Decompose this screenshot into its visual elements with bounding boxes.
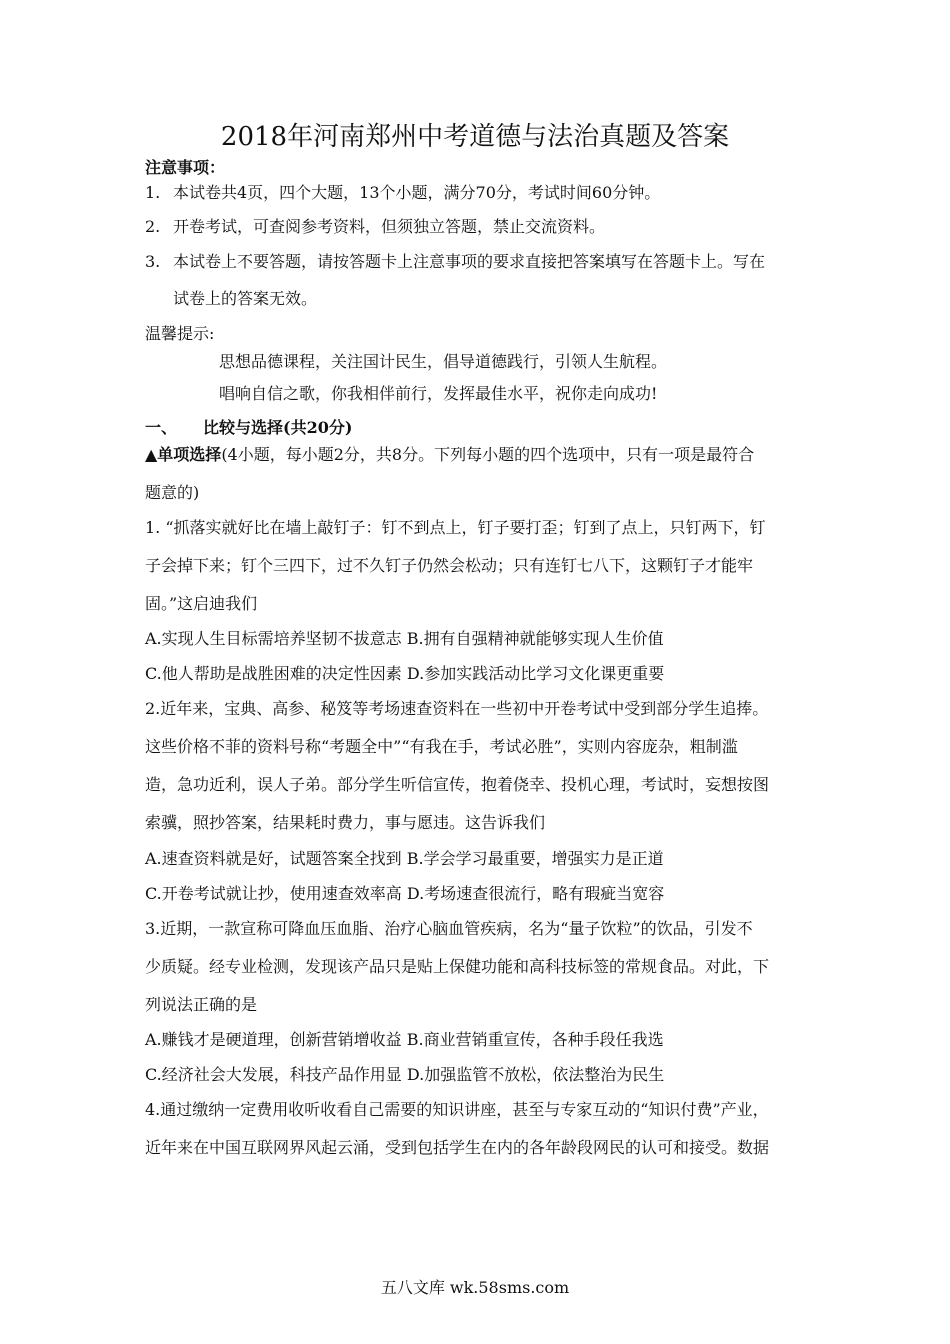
tip-heading: 温馨提示: [145, 324, 215, 343]
notice-item-text: 本试卷共4页，四个大题，13个小题，满分70分，考试时间60分钟。 [173, 183, 661, 202]
question-line: 4.通过缴纳一定费用收听收看自己需要的知识讲座，甚至与专家互动的“知识付费”产业， [145, 1100, 769, 1119]
question-line: 3.近期，一款宣称可降血压血脂、治疗心脑血管疾病，名为“量子饮粒”的饮品，引发不 [145, 919, 753, 938]
single-choice-description-continuation: 题意的) [145, 483, 200, 502]
section-heading [145, 416, 352, 440]
question-line: 1. “抓落实就好比在墙上敲钉子：钉不到点上，钉子要打歪；钉到了点上，只钉两下，钉 [145, 518, 766, 537]
answer-options: C.经济社会大发展，科技产品作用显 D.加强监管不放松，依法整治为民生 [145, 1065, 665, 1084]
notice-item-text: 开卷考试，可查阅参考资料，但须独立答题，禁止交流资料。 [173, 217, 606, 236]
notice-heading: 注意事项： [145, 158, 226, 177]
question-line: 少质疑。经专业检测，发现该产品只是贴上保健功能和高科技标签的常规食品。对此，下 [145, 957, 770, 976]
question-line: 近年来在中国互联网界风起云涌，受到包括学生在内的各年龄段网民的认可和接受。数据 [145, 1138, 770, 1157]
tip-line: 思想品德课程，关注国计民生，倡导道德践行，引领人生航程。 [219, 352, 668, 371]
question-line: 固。”这启迪我们 [145, 594, 258, 613]
answer-options: A.赚钱才是硬道理，创新营销增收益 B.商业营销重宣传，各种手段任我选 [145, 1030, 664, 1049]
page-title: 2018年河南郑州中考道德与法治真题及答案 [220, 122, 730, 152]
answer-options: C.他人帮助是战胜困难的决定性因素 D.参加实践活动比学习文化课更重要 [145, 664, 665, 683]
question-line: 子会掉下来；钉个三四下，过不久钉子仍然会松动；只有连钉七八下，这颗钉子才能牢 [145, 556, 754, 575]
single-choice-description: (4小题，每小题2分，共8分。下列每小题的四个选项中，只有一项是最符合 [221, 445, 755, 464]
question-line: 造，急功近利，误人子弟。部分学生听信宣传，抱着侥幸、投机心理，考试时，妄想按图 [145, 775, 770, 794]
question-line: 索骥，照抄答案，结果耗时费力，事与愿违。这告诉我们 [145, 813, 546, 832]
question-line: 2.近年来，宝典、高参、秘笈等考场速查资料在一些初中开卷考试中受到部分学生追捧。 [145, 699, 769, 718]
question-line: 列说法正确的是 [145, 995, 258, 1014]
notice-item [145, 250, 765, 274]
footer-watermark: 五八文库 wk.58sms.com [380, 1278, 570, 1297]
notice-item-number: 3. [145, 252, 161, 271]
question-line: 这些价格不菲的资料号称“考题全中”“有我在手，考试必胜”，实则内容庞杂，粗制滥 [145, 737, 738, 756]
notice-item-number: 1. [145, 183, 161, 202]
notice-item-text: 本试卷上不要答题，请按答题卡上注意事项的要求直接把答案填写在答题卡上。写在 [173, 252, 766, 271]
answer-options: C.开卷考试就让抄，使用速查效率高 D.考场速查很流行，略有瑕疵当宽容 [145, 884, 665, 903]
section-title: 比较与选择(共20分) [203, 418, 353, 437]
notice-item-continuation: 试卷上的答案无效。 [173, 289, 318, 308]
answer-options: A.速查资料就是好，试题答案全找到 B.学会学习最重要，增强实力是正道 [145, 849, 664, 868]
section-number: 一、 [145, 418, 178, 437]
notice-item-number: 2. [145, 217, 161, 236]
single-choice-instructions [145, 443, 754, 467]
answer-options: A.实现人生目标需培养坚韧不拔意志 B.拥有自强精神就能够实现人生价值 [145, 629, 664, 648]
single-choice-label: ▲单项选择 [145, 445, 222, 464]
notice-item [145, 181, 660, 205]
notice-item [145, 215, 605, 239]
tip-line: 唱响自信之歌，你我相伴前行，发挥最佳水平，祝你走向成功! [219, 384, 658, 403]
